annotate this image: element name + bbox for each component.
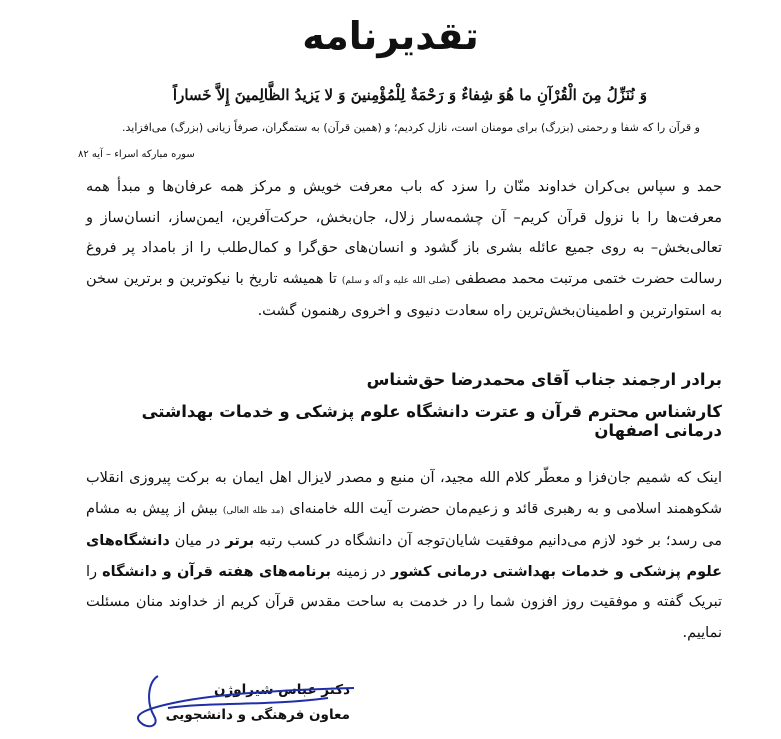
paragraph-text: در میان (174, 533, 221, 549)
paragraph-text: حمد و سپاس بی‌کران خداوند منّان را سزد که باب معرفت خویش و مرکز همه عرفان‌ها و مبدأ همه معرفت‌ها را با نزول قرآن کریم– آن چشمه‌سار زلال، جان‌بخش، حرکت‌آفرین، ایمن‌ساز، انسان‌ساز و تعالی‌بخش– به روی جمیع عائله بشری باز گشود و انسان‌های حق‌گرا و کمال‌طلب را از بامداد پر فروغ رسالت حضرت ختمی مرتبت محمد مصطفی (86, 179, 722, 287)
quran-verse: وَ نُنَزِّلُ مِنَ الْقُرْآنِ ما هُوَ شِفاءٌ وَ رَحْمَةٌ لِلْمُؤْمِنينَ وَ لا يَزيدُ الظَّالِمينَ إِلاَّ خَساراً (172, 86, 648, 104)
signatory-name: دکتر عباس شیراوژن (213, 682, 350, 698)
main-paragraph (86, 463, 722, 648)
verse-source: سوره مبارکه اسراء – آیه ۸۲ (78, 149, 195, 160)
opening-paragraph (86, 172, 722, 327)
paragraph-text: در زمینه (336, 563, 386, 580)
honorific: (صلی الله علیه و آله و سلم) (341, 275, 451, 286)
page-title: تقدیرنامه (302, 14, 479, 58)
handwritten-signature (118, 672, 358, 732)
addressee-title: کارشناس محترم قرآن و عترت دانشگاه علوم پزشکی و خدمات بهداشتی درمانی اصفهان (141, 402, 722, 440)
paragraph-text: تا همیشه تاریخ با نیکوترین و برترین سخن به استوارترین و اطمینان‌بخش‌ترین راه سعادت دنیوی و اخروی رهنمون گشت. (86, 270, 722, 319)
paragraph-text: بیش از پیش به مشام می رسد؛ بر خود لازم می‌دانیم موفقیت شایان‌توجه آن دانشگاه در کسب رتبه (86, 500, 723, 549)
honorific: (مد ظله العالی) (222, 505, 284, 516)
signatory-position: معاون فرهنگی و دانشجویی (165, 707, 350, 723)
bold-program: برنامه‌های هفته قرآن و دانشگاه (102, 563, 331, 580)
signature-stroke (138, 676, 354, 726)
paragraph-text: را تبریک گفته و موفقیت روز افزون شما را در خدمت به ساحت مقدس قرآن کریم از خداوند منان مسئلت نماییم. (86, 563, 722, 641)
verse-translation: و قرآن را كه شفا و رحمتی (بزرگ) برای مومنان است، نازل كرديم؛ و (همين قرآن) به ستمگران، صرفاً زيانی (بزرگ) می‌افزايد. (122, 121, 700, 134)
bold-rank: برتر (225, 533, 255, 549)
addressee-name: برادر ارجمند جناب آقای محمدرضا حق‌شناس (366, 370, 722, 389)
bold-universities: دانشگاه‌های علوم پزشکی و خدمات بهداشتی درمانی کشور (86, 533, 723, 580)
paragraph-text: اینک که شمیم جان‌فزا و معطّر کلام الله مجید، آن منبع و مصدر لایزال اهل ایمان به برکت پیروزی انقلاب شکوهمند اسلامی و به رهبری قائد و زعیم‌مان حضرت آیت الله خامنه‌ای (86, 470, 723, 517)
